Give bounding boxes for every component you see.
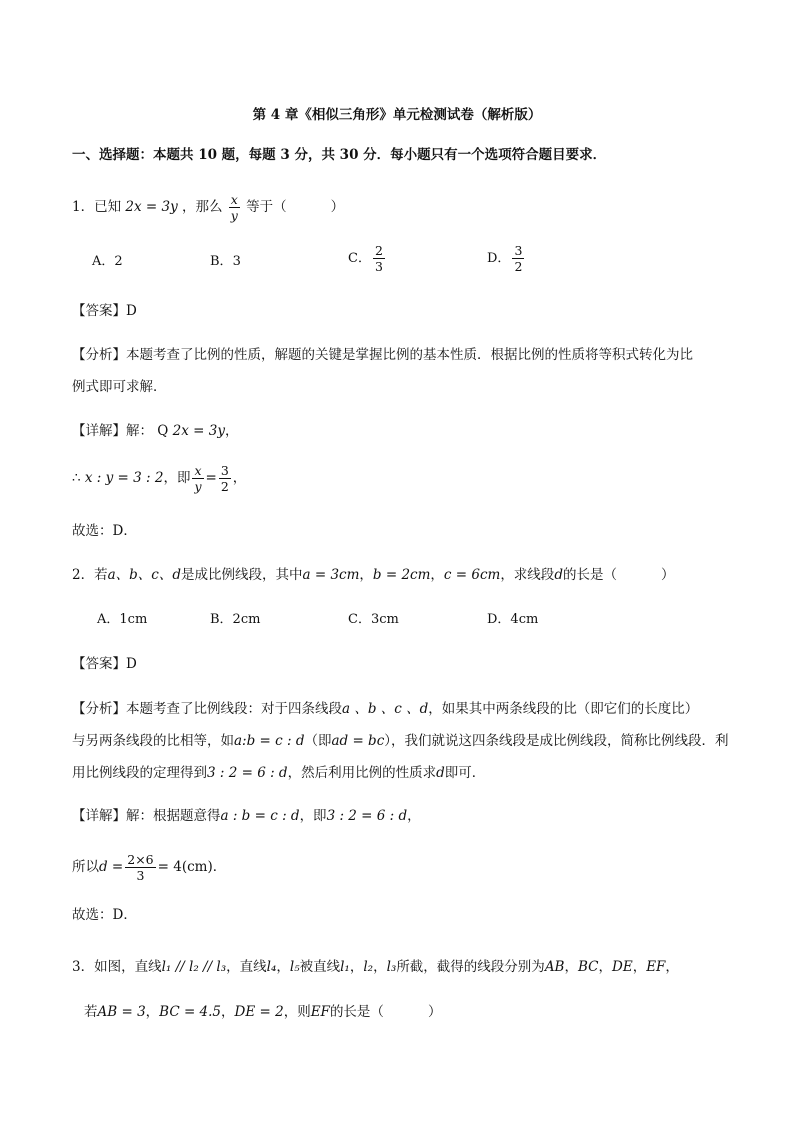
q1-ratio-value-den: 2 — [220, 479, 229, 494]
q2-analysis-line-3 — [72, 763, 485, 783]
q1-option-a: A．2 — [92, 254, 123, 269]
q1-option-d-label: D． — [487, 251, 511, 266]
q1-suffix: 等于（ — [246, 199, 287, 215]
q2-analysis-3c: 即可． — [444, 765, 486, 781]
q1-ratio-value — [219, 463, 231, 494]
q2-detail-a: 【详解】解：根据题意得 — [72, 808, 221, 824]
q1-ratio-equals: = — [205, 470, 217, 486]
q1-ratio-end: ， — [232, 470, 247, 486]
q1-frac-num: x — [230, 192, 238, 207]
q2-answer: 【答案】D — [72, 656, 137, 672]
q2-so-prefix: 所以 — [72, 859, 99, 875]
q2-option-b: B．2cm — [210, 612, 261, 627]
therefore-symbol: ∴ — [72, 470, 81, 486]
question-2 — [72, 565, 674, 585]
q3-l1-d: ， — [276, 959, 290, 975]
q3-l1-n: ， — [564, 959, 578, 975]
q2-a-eq: a = 3cm — [302, 567, 360, 583]
q1-equation: 2x = 3y — [125, 199, 178, 215]
q1-option-c-den: 3 — [374, 259, 383, 274]
q2-detail-eq-2: 3 : 2 = 6 : d — [326, 808, 408, 824]
q3-l1-p: ， — [598, 959, 612, 975]
q2-solution — [72, 852, 226, 883]
q3-l1-eq: l₁ // l₂ // l₃ — [161, 959, 227, 975]
q3-l2-c: ， — [145, 1004, 160, 1020]
q3-l2-g: ，则 — [283, 1004, 311, 1020]
q1-frac-den: y — [230, 208, 238, 223]
q3-l1-c: l₄ — [266, 959, 277, 975]
q3-l1-s: EF — [646, 959, 666, 975]
q3-l1-o: BC — [577, 959, 599, 975]
q1-ratio-mid: ，即 — [163, 470, 191, 486]
q2-analysis-1b: ，如果其中两条线段的比（即它们的长度比） — [428, 701, 699, 717]
q3-l2-e: ， — [221, 1004, 235, 1020]
q1-option-b-label: B． — [210, 254, 233, 269]
q3-l2-h: EF — [310, 1004, 330, 1020]
q1-detail-end: ， — [224, 423, 239, 439]
q2-choose: 故选：D． — [72, 907, 137, 923]
q1-ratio-value-num: 3 — [220, 463, 229, 478]
q2-text-3: 的长是（ — [562, 567, 617, 583]
q1-option-c-label: C． — [348, 251, 371, 266]
q3-l1-l: 所截，截得的线段分别为 — [396, 959, 545, 975]
question-3-line-2 — [84, 1002, 441, 1022]
q2-detail-b: ，即 — [299, 808, 327, 824]
q3-l1-e: l₅ — [289, 959, 300, 975]
q2-analysis-2-eq2: ad = bc — [331, 733, 385, 749]
q2-analysis-1-vars: a 、b 、c 、d — [342, 701, 429, 717]
q1-option-c-num: 2 — [374, 243, 383, 258]
q3-l2-j: ） — [427, 1004, 442, 1020]
q2-option-a: A．1cm — [97, 612, 148, 627]
q2-c-eq: c = 6cm — [443, 567, 501, 583]
question-3-line-1 — [72, 957, 679, 977]
q2-d-var: d — [554, 567, 563, 583]
q3-l1-m: AB — [544, 959, 565, 975]
question-1 — [72, 192, 344, 223]
q2-analysis-3a: 用比例线段的定理得到 — [72, 765, 207, 781]
q2-analysis-3-eq: 3 : 2 = 6 : d — [207, 765, 288, 781]
q3-l1-r: ， — [632, 959, 647, 975]
q1-option-c-fraction — [373, 243, 385, 274]
q1-option-d-den: 2 — [514, 259, 523, 274]
q1-option-d — [487, 243, 526, 274]
q2-so-end: ． — [212, 859, 227, 875]
q3-l2-a: 若 — [84, 1004, 98, 1020]
q3-l1-f: 被直线 — [299, 959, 341, 975]
q1-prefix: 1．已知 — [72, 199, 122, 215]
q2-analysis-2-eq: a:b = c : d — [234, 733, 305, 749]
q3-l2-i: 的长是（ — [329, 1004, 384, 1020]
q3-l2-f: DE = 2 — [234, 1004, 284, 1020]
q2-close: ） — [660, 567, 675, 583]
q1-detail — [72, 421, 238, 441]
q3-l1-b: ，直线 — [226, 959, 267, 975]
q1-mid: ，那么 — [182, 199, 223, 215]
q1-option-d-fraction — [512, 243, 524, 274]
q1-answer: 【答案】D — [72, 303, 137, 319]
q2-analysis-3b: ，然后利用比例的性质求 — [287, 765, 437, 781]
q2-vars: a、b、c、d — [107, 567, 181, 583]
q1-choose: 故选：D． — [72, 523, 137, 539]
q3-l2-b: AB = 3 — [97, 1004, 146, 1020]
q1-because-symbol: Q — [157, 423, 169, 439]
q2-so-fraction — [125, 852, 155, 883]
q2-sep-1: ， — [359, 567, 373, 583]
q1-ratio-frac-den: y — [194, 479, 202, 494]
q1-analysis-line-2: 例式即可求解． — [72, 379, 167, 395]
q1-ratio-frac-num: x — [194, 463, 202, 478]
q2-so-d: d = — [99, 859, 124, 875]
q3-l1-i: l₂ — [363, 959, 374, 975]
q2-analysis-1a: 【分析】本题考查了比例线段：对于四条线段 — [72, 701, 342, 717]
q3-l1-h: ， — [349, 959, 364, 975]
q2-analysis-line-2 — [72, 731, 729, 751]
q2-detail-eq-1: a : b = c : d — [220, 808, 300, 824]
q2-detail — [72, 806, 421, 826]
q2-text-2: ，求线段 — [500, 567, 555, 583]
q2-so-num: 2×6 — [127, 852, 154, 867]
q3-l1-q: DE — [612, 959, 633, 975]
q2-so-result: = 4(cm) — [157, 859, 213, 875]
q3-l2-d: BC = 4.5 — [159, 1004, 222, 1020]
q1-detail-label: 【详解】解： — [72, 423, 153, 439]
q3-l1-j: ， — [373, 959, 387, 975]
page-title: 第 4 章《相似三角形》单元检测试卷（解析版） — [252, 107, 542, 123]
q1-analysis-line-1: 【分析】本题考查了比例的性质，解题的关键是掌握比例的基本性质．根据比例的性质将等积式转化为比 — [72, 347, 693, 363]
q2-analysis-2a: 与另两条线段的比相等，如 — [72, 733, 234, 749]
q2-text-1: 是成比例线段，其中 — [181, 567, 303, 583]
q2-sep-2: ， — [430, 567, 444, 583]
q3-l1-k: l₃ — [386, 959, 397, 975]
q2-analysis-2c: ），我们就说这四条线段是成比例线段，简称比例线段．利 — [384, 733, 729, 749]
q1-option-d-num: 3 — [514, 243, 523, 258]
q3-l1-t: ， — [665, 959, 679, 975]
q1-option-b — [210, 252, 241, 272]
q2-analysis-3-var: d — [436, 765, 445, 781]
q1-ratio-fraction — [192, 463, 203, 494]
q2-so-den: 3 — [125, 867, 155, 883]
q2-option-c: C．3cm — [348, 612, 399, 627]
q1-close: ） — [330, 199, 345, 215]
q1-ratio-line — [72, 463, 246, 494]
q3-l1-g: l₁ — [340, 959, 350, 975]
q2-prefix: 2．若 — [72, 567, 108, 583]
q2-analysis-line-1 — [72, 699, 698, 719]
q3-l1-a: 3．如图，直线 — [72, 959, 162, 975]
q2-b-eq: b = 2cm — [372, 567, 431, 583]
q1-fraction — [229, 192, 240, 223]
q1-option-b-value: 3 — [232, 254, 241, 269]
q1-ratio: x : y = 3 : 2 — [84, 470, 164, 486]
q2-detail-c: ， — [407, 808, 421, 824]
q1-detail-equation: 2x = 3y — [172, 423, 225, 439]
section-heading: 一、选择题：本题共 10 题，每题 3 分，共 30 分．每小题只有一个选项符合题目要求． — [72, 147, 607, 163]
q1-option-c — [348, 243, 387, 274]
q2-option-d: D．4cm — [487, 612, 539, 627]
q2-analysis-2b: （即 — [304, 733, 332, 749]
